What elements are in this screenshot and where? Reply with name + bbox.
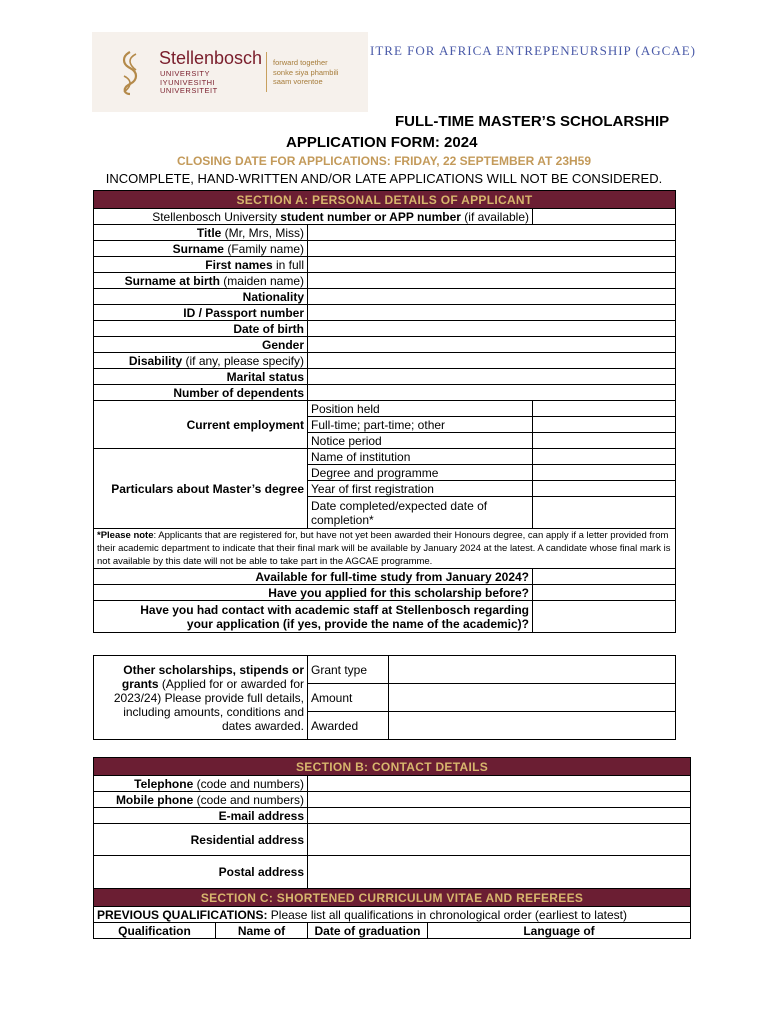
title-field[interactable]: [308, 225, 676, 241]
institution-field[interactable]: [533, 449, 676, 465]
fulltime-question: Available for full-time study from January 2024?: [94, 569, 533, 585]
first-names-label: First names in full: [94, 257, 308, 273]
postal-address-field[interactable]: [308, 856, 691, 889]
applied-before-answer[interactable]: [533, 585, 676, 601]
gender-label: Gender: [94, 337, 308, 353]
first-registration-label: Year of first registration: [308, 481, 533, 497]
form-subtitle: APPLICATION FORM: 2024: [286, 134, 478, 151]
notice-period-field[interactable]: [533, 433, 676, 449]
awarded-label: Awarded: [308, 712, 389, 740]
applied-before-question: Have you applied for this scholarship before?: [94, 585, 533, 601]
mobile-label: Mobile phone (code and numbers): [94, 792, 308, 808]
postal-address-label: Postal address: [94, 856, 308, 889]
col-name-of: Name of: [216, 923, 308, 939]
previous-qualifications-label: PREVIOUS QUALIFICATIONS: Please list all qualifications in chronological order (earliest to latest): [94, 907, 691, 923]
residential-address-field[interactable]: [308, 824, 691, 856]
other-scholarships-table: [93, 655, 676, 740]
centre-title: ITRE FOR AFRICA ENTREPENEURSHIP (AGCAE): [370, 43, 696, 58]
academic-contact-question: Have you had contact with academic staff at Stellenbosch regarding your application (if yes, provide the name of the academic)?: [94, 601, 533, 633]
completion-date-label: Date completed/expected date of completion*: [308, 497, 533, 529]
gender-field[interactable]: [308, 337, 676, 353]
university-logo: [92, 32, 368, 112]
logo-name: Stellenbosch: [159, 48, 263, 68]
marital-status-field[interactable]: [308, 369, 676, 385]
telephone-label: Telephone (code and numbers): [94, 776, 308, 792]
dependents-field[interactable]: [308, 385, 676, 401]
marital-status-label: Marital status: [94, 369, 308, 385]
employment-type-field[interactable]: [533, 417, 676, 433]
form-title: FULL-TIME MASTER’S SCHOLARSHIP: [395, 113, 670, 130]
logo-tagline: forward together sonke siya phambili saam vorentoe: [273, 58, 339, 86]
student-number-field[interactable]: [533, 209, 676, 225]
other-scholarships-label: Other scholarships, stipends or grants (Applied for or awarded for 2023/24) Please provide full details, including amounts, conditions and dates awarded.: [94, 656, 308, 740]
id-passport-field[interactable]: [308, 305, 676, 321]
closing-date: CLOSING DATE FOR APPLICATIONS: FRIDAY, 22 SEPTEMBER AT 23H59: [176, 154, 592, 168]
first-names-field[interactable]: [308, 257, 676, 273]
mobile-field[interactable]: [308, 792, 691, 808]
nationality-label: Nationality: [94, 289, 308, 305]
date-of-birth-label: Date of birth: [94, 321, 308, 337]
institution-label: Name of institution: [308, 449, 533, 465]
grant-type-field[interactable]: [389, 656, 676, 684]
logo-subtitle: UNIVERSITY IYUNIVESITHI UNIVERSITEIT: [160, 69, 218, 95]
surname-field[interactable]: [308, 241, 676, 257]
residential-address-label: Residential address: [94, 824, 308, 856]
employment-type-label: Full-time; part-time; other: [308, 417, 533, 433]
section-b-header: SECTION B: CONTACT DETAILS: [94, 758, 691, 776]
date-of-birth-field[interactable]: [308, 321, 676, 337]
col-language-of: Language of: [428, 923, 691, 939]
fulltime-answer[interactable]: [533, 569, 676, 585]
stellenbosch-crest-icon: [118, 50, 142, 96]
section-c-header: SECTION C: SHORTENED CURRICULUM VITAE AND REFEREES: [94, 889, 691, 907]
logo-divider: [266, 52, 267, 92]
notice-period-label: Notice period: [308, 433, 533, 449]
completion-date-field[interactable]: [533, 497, 676, 529]
amount-field[interactable]: [389, 684, 676, 712]
degree-programme-label: Degree and programme: [308, 465, 533, 481]
section-bc-table: [93, 757, 691, 939]
surname-at-birth-label: Surname at birth (maiden name): [94, 273, 308, 289]
dependents-label: Number of dependents: [94, 385, 308, 401]
title-label: Title (Mr, Mrs, Miss): [94, 225, 308, 241]
section-a-header: SECTION A: PERSONAL DETAILS OF APPLICANT: [94, 191, 676, 209]
current-employment-label: Current employment: [94, 401, 308, 449]
awarded-field[interactable]: [389, 712, 676, 740]
academic-contact-answer[interactable]: [533, 601, 676, 633]
student-number-label: Stellenbosch University student number or APP number (if available): [94, 209, 533, 225]
disability-label: Disability (if any, please specify): [94, 353, 308, 369]
email-label: E-mail address: [94, 808, 308, 824]
amount-label: Amount: [308, 684, 389, 712]
degree-programme-field[interactable]: [533, 465, 676, 481]
email-field[interactable]: [308, 808, 691, 824]
col-date-of-graduation: Date of graduation: [308, 923, 428, 939]
first-registration-field[interactable]: [533, 481, 676, 497]
position-held-label: Position held: [308, 401, 533, 417]
surname-at-birth-field[interactable]: [308, 273, 676, 289]
please-note: *Please note: Applicants that are registered for, but have not yet been awarded their Honours degree, can apply if a letter provided from their academic department to indicate that their final mark will be available by January 2024 at the latest. A candidate whose final mark is not available by this date will not be able to take part in the AGCAE programme.: [94, 529, 676, 569]
id-passport-label: ID / Passport number: [94, 305, 308, 321]
masters-degree-label: Particulars about Master’s degree: [94, 449, 308, 529]
position-held-field[interactable]: [533, 401, 676, 417]
late-warning: INCOMPLETE, HAND-WRITTEN AND/OR LATE APPLICATIONS WILL NOT BE CONSIDERED.: [105, 171, 663, 186]
col-qualification: Qualification: [94, 923, 216, 939]
surname-label: Surname (Family name): [94, 241, 308, 257]
section-a-table: [93, 190, 676, 633]
grant-type-label: Grant type: [308, 656, 389, 684]
telephone-field[interactable]: [308, 776, 691, 792]
nationality-field[interactable]: [308, 289, 676, 305]
disability-field[interactable]: [308, 353, 676, 369]
